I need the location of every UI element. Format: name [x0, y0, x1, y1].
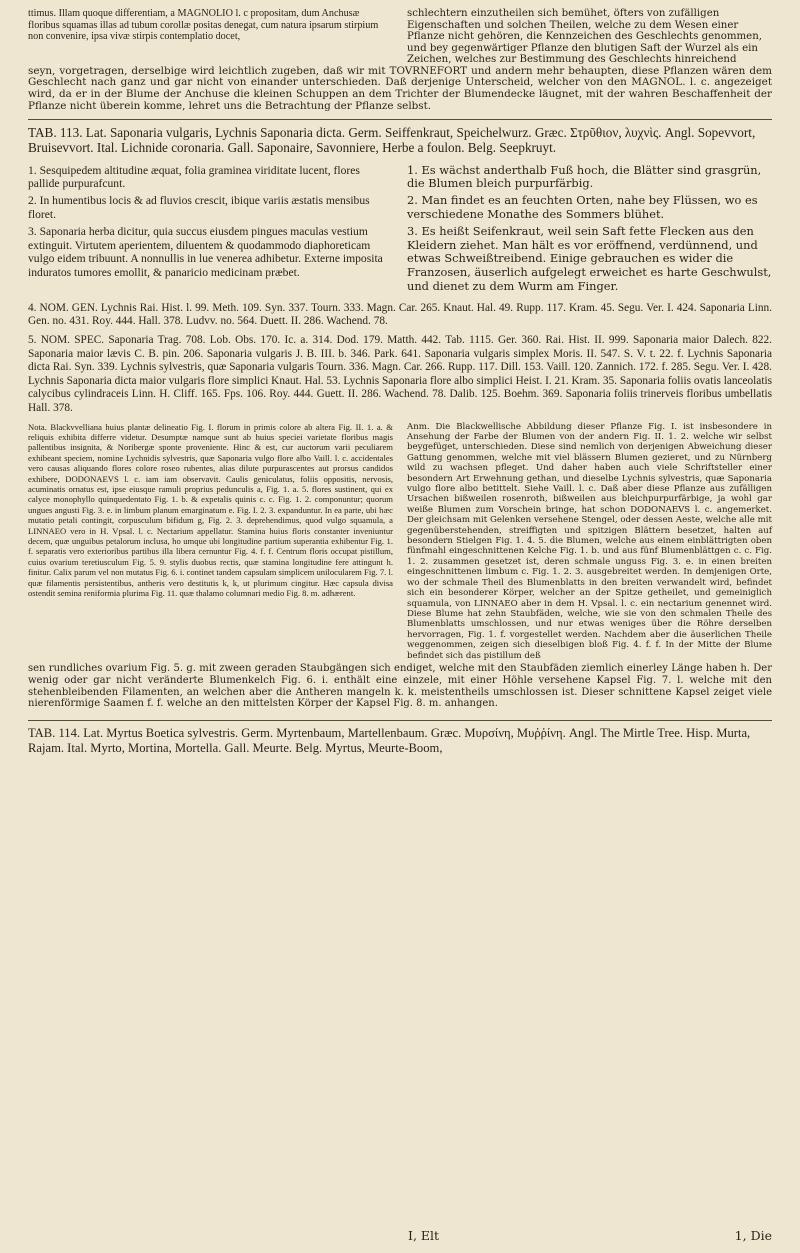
page: [28, 8, 772, 1243]
divider: [28, 119, 772, 120]
signature-mark: I, Elt: [408, 1228, 440, 1243]
top-latin-text: ttimus. Illam quoque differentiam, a MAGNOLIO l. c propositam, dum Anchusæ floribus squamas illas ad tubum corollæ positas denegat, cum natura ipsarum stirpium non convenire, ipsa vivæ stirpis contemplatio docet,: [28, 8, 379, 42]
top-columns: [28, 8, 772, 66]
nomenclature-genus: 4. NOM. GEN. Lychnis Rai. Hist. l. 99. Meth. 109. Syn. 337. Tourn. 333. Magn. Car. 265. Knaut. Hal. 49. Rupp. 117. Kram. 45. Segu. Ver. I. 424. Saponaria Linn. Gen. no. 431. Roy. 444. Hall. 378. Ludvv. no. 564. Duett. II. 286. Wachend. 78.: [28, 301, 772, 328]
german-item-3: 3. Es heißt Seifenkraut, weil sein Saft fette Flecken aus den Kleidern ziehet. Man hält es vor eröffnend, verdünnend, und etwas Schweißtreibend. Einige gebrauchen es wider die Franzosen, äuserlich aufgelegt erweichet es harte Geschwulst, und dienet zu dem Wurm am Finger.: [407, 223, 772, 294]
section-latin: [28, 164, 393, 297]
note-latin: Nota. Blackvvelliana huius plantæ delineatio Fig. I. florum in primis colore ab altera Fig. II. 1. a. & reliquis exhibita differre videtur. Desumptæ namque sunt ab huius speciei varietate floribus magis pallentibus insignita, & Noribergæ sponte proveniente. Hinc & est, cur auctorum varii peculiarem exhibeant speciem, nomine Lychnidis sylvestris, quæ Saponaria vulgo flore albo Vaill. l. c. accidentales vero causas aliquando flores colore roseo rubentes, alias dilute purpurascentes aut prorsus candidos exhibere, DODONAEVS l. c. iam iam observavit. Caulis geniculatus, foliis oppositis, nervosis, acuminatis ornatus est, ipse eiusque ramuli proprius pedunculis a, Fig. 1. a. 5. flores sustinent, qui ex calyce monophyllo quinquedentato Fig. 1. b. & expetalis quinis c. c. Fig. 1. 2. componuntur; quorum ungues angusti Fig. 3. e. in limbum planum emarginatum e. Fig. I. 2. 3. expanduntur. In ea parte, ubi hæc mutatio petali contingit, corpusculum bifidum g, Fig. 2. 3. deprehendimus, quod vulgo squamula, a LINNAEO vero in H. Vpsal. l. c. Nectarium appellatur. Stamina huius floris constanter inveniuntur decem, quæ unguibus petalorum inclusa, ho umque ubi longitudine partium superantia exhibentur Fig. 1. f. separatis vero exterioribus partibus illa libera cernuntur Fig. 4. f. f. Centrum floris occupat pistillum, cuius ovarium teretiusculum Fig. 5. 9. stylis duobus rectis, quæ stamina longitudine fere attingunt h. finitur. Calix parum vel non mutatus Fig. 6. i. continet tandem capsulam simplicem unilocularem Fig. 7. l. quæ filamentis persistentibus, antheris vero destitutis k, k, ut plurimum cingitur. Hæc capsula divisa ostendit semina reniformia plurima Fig. 11. quæ thalamo columnari medio Fig. 8. m. adhærent.: [28, 421, 393, 599]
section-numbered: [28, 164, 772, 297]
tab-113-heading: TAB. 113. Lat. Saponaria vulgaris, Lychnis Saponaria dicta. Germ. Seiffenkraut, Speichelwurz. Græc. Στρῦθιον, λυχνὶς. Angl. Sopevvort, Bruisevvort. Ital. Lichnide coronaria. Gall. Saponaire, Savonniere, Herbe a foulon. Belg. Seepkruyt.: [28, 124, 756, 156]
catchword: 1, Die: [734, 1228, 772, 1243]
tab-114-heading: TAB. 114. Lat. Myrtus Boetica sylvestris. Germ. Myrtenbaum, Martellenbaum. Græc. Μυρσίνη, Μυῤῥίνη. Angl. The Mirtle Tree. Hisp. Murta, Rajam. Ital. Myrto, Mortina, Mortella. Gall. Meurte. Belg. Myrtus, Meurte-Boom,: [28, 726, 751, 756]
german-item-1: 1. Es wächst anderthalb Fuß hoch, die Blätter sind grasgrün, die Blumen bleich purpurfärbig.: [407, 162, 762, 191]
nomenclature-species: 5. NOM. SPEC. Saponaria Trag. 708. Lob. Obs. 170. Ic. a. 314. Dod. 179. Matth. 442. Tab. 1115. Ger. 360. Rai. Hist. II. 999. Saponaria maior Dalech. 822. Saponaria maior lævis C. B. pin. 206. Saponaria vulgaris J. B. III. b. 346. Park. 641. Saponaria vulgaris simplex Moris. II. 547. S. V. t. 22. f. Lychnis Saponaria dicta Rai. Syn. 339. Lychnis sylvestris, quæ Saponaria vulgaris Tourn. 336. Magn. Car. 266. Rupp. 117. Dill. 153. Vaill. 120. Zannich. 172. f. 285. Segu. Ver. I. 428. Lychnis Saponaria dicta maior vulgaris flore simplici Knaut. Hal. 53. Lychnis Saponaria flore albo simplici Heist. I. 21. Kram. 35. Saponaria foliis ovatis lanceolatis calycibus cylindraceis Linn. H. Cliff. 165. Fps. 106. Roy. 444. Guett. II. 286. Wachend. 78. Dalib. 125. Boehm. 369. Saponaria foliis trinerveis floribus umbellatis Hall. 378.: [28, 334, 772, 415]
note-german: Anm. Die Blackwellische Abbildung dieser Pflanze Fig. I. ist insbesondere in Ansehung der Farbe der Blumen von der andern Fig. II. 1. 2. welche wir selbst beygefüget, unterschieden. Diese sind nemlich von derjenigen Abweichung dieser Gattung genommen, welche mit viel blässern Blumen gezieret, und zu Nürnberg wild zu wachsen pfleget. Und daher haben auch viele Schriftsteller einer besondern Art Erwehnung gethan, und dieselbe Lychnis sylvestris, quæ Saponaria vulgo flore albo betittelt. Siehe Vaill. l. c. Daß aber diese Pflanze aus zufälligen Ursachen bißweilen rosenroth, bißweilen aus bleichpurpurfärbige, ja wohl gar weiße Blumen zum Vorschein bringe, hat schon DODONAEVS l. c. angemerket. Der gleichsam mit Gelenken versehene Stengel, oder dessen Aeste, welche alle mit gegenüberstehenden, streiffigten und spitzigen Blättern besetzet, halten auf besondern Stielgen Fig. 1. 4. 5. die Blumen, welche aus einem einblättrigten oben fünfmahl eingeschnittenen Kelche Fig. 1. b. und aus fünf Blumenblättgen c. c. Fig. 1. 2. zusammen gesetzet ist, deren schmale unguss Fig. 3. e. in einen breiten eingeschnittenen limbum c. Fig. 1. 2. 3. ausgebreitet werden. In demjenigen Orte, wo der schmale Theil des Blumenblatts in den breiten verwandelt wird, befindet sich ein besonderer Körper, welcher an der Spitze getheilet, und gemeiniglich squamula, von LINNAEO aber in dem H. Vpsal. l. c. ein nectarium genennet wird. Diese Blume hat zehn Staubfäden, welche, wie sie von den schmalen Theile des Blumenblatts umschlossen, und nur etwas weniges über die Röhre derselben hervorragen, Fig. 1. f. vorgestellet werden. Nachdem aber die äuserlichen Theile weggenommen, zeigen sich dieselbigen bloß Fig. 4. f. f. In der Mitte der Blume befindet sich das pistillum deß: [407, 421, 772, 661]
top-full-paragraph: seyn, vorgetragen, derselbige wird leichtlich zugeben, daß wir mit TOVRNEFORT und andern mehr behaupten, diese Pflanzen wären dem Geschlecht nach ganz und gar nicht von einander unterschieden. Daß derjenige Unterscheid, welcher von den MAGNOL. l. c. angezeiget wird, da er in der Blume der Anchuse die kleinen Schuppen an dem Trichter der Blumendecke läugnet, mit der wahren Beschaffenheit der Pflanze nicht überein komme, lehret uns die Betrachtung der Pflanze selbst.: [28, 64, 772, 112]
german-item-2: 2. Man findet es an feuchten Orten, nahe bey Flüssen, wo es verschiedene Monathe des Sommers blühet.: [407, 193, 758, 222]
latin-item-2: 2. In humentibus locis & ad fluvios crescit, ibique variis æstatis mensibus floret.: [28, 194, 370, 222]
top-german-text: schlechtern einzutheilen sich bemühet, öfters von zufälligen Eigenschaften und solchen Theilen, welche zu dem Wesen einer Pflanze nicht gehören, die Kennzeichen des Geschlechts genommen, und bey gegenwärtiger Pflanze den blutigen Saft der Wurzel als ein Zeichen, welches zur Bestimmung des Geschlechts hinreichend: [407, 8, 762, 65]
latin-item-1: 1. Sesquipedem altitudine æquat, folia graminea viriditate lucent, flores pallide purpurafcunt.: [28, 163, 360, 191]
notes-columns: [28, 422, 772, 661]
section-german: [407, 164, 772, 297]
notes-tail: sen rundliches ovarium Fig. 5. g. mit zween geraden Staubgängen sich endiget, welche mit den Staubfäden ziemlich einerley Länge haben h. Der wenig oder gar nicht veränderte Blumenkelch Fig. 6. i. enthält eine einzele, mit einer Höhle versehene Kapsel Fig. 7. l. welche mit den stehenbleibenden Filamenten, an welchen aber die Antheren mangeln k. k. meistentheils umschlossen ist. Dieser schnittene Kapsel zeiget viele nierenförmige Saamen f. f. welche an den mittelsten Körper der Kapsel Fig. 8. m. anhangen.: [28, 662, 772, 710]
latin-item-3: 3. Saponaria herba dicitur, quia succus eiusdem pingues maculas vestium extinguit. Virtutem aperientem, diluentem & quodammodo diaphoreticam vulgo eidem tribuunt. A nonnullis in lue venerea adhibetur. Externe imposita induratos tumores emollit, & panaricio medicinam præbet.: [28, 224, 383, 280]
divider-2: [28, 720, 772, 721]
